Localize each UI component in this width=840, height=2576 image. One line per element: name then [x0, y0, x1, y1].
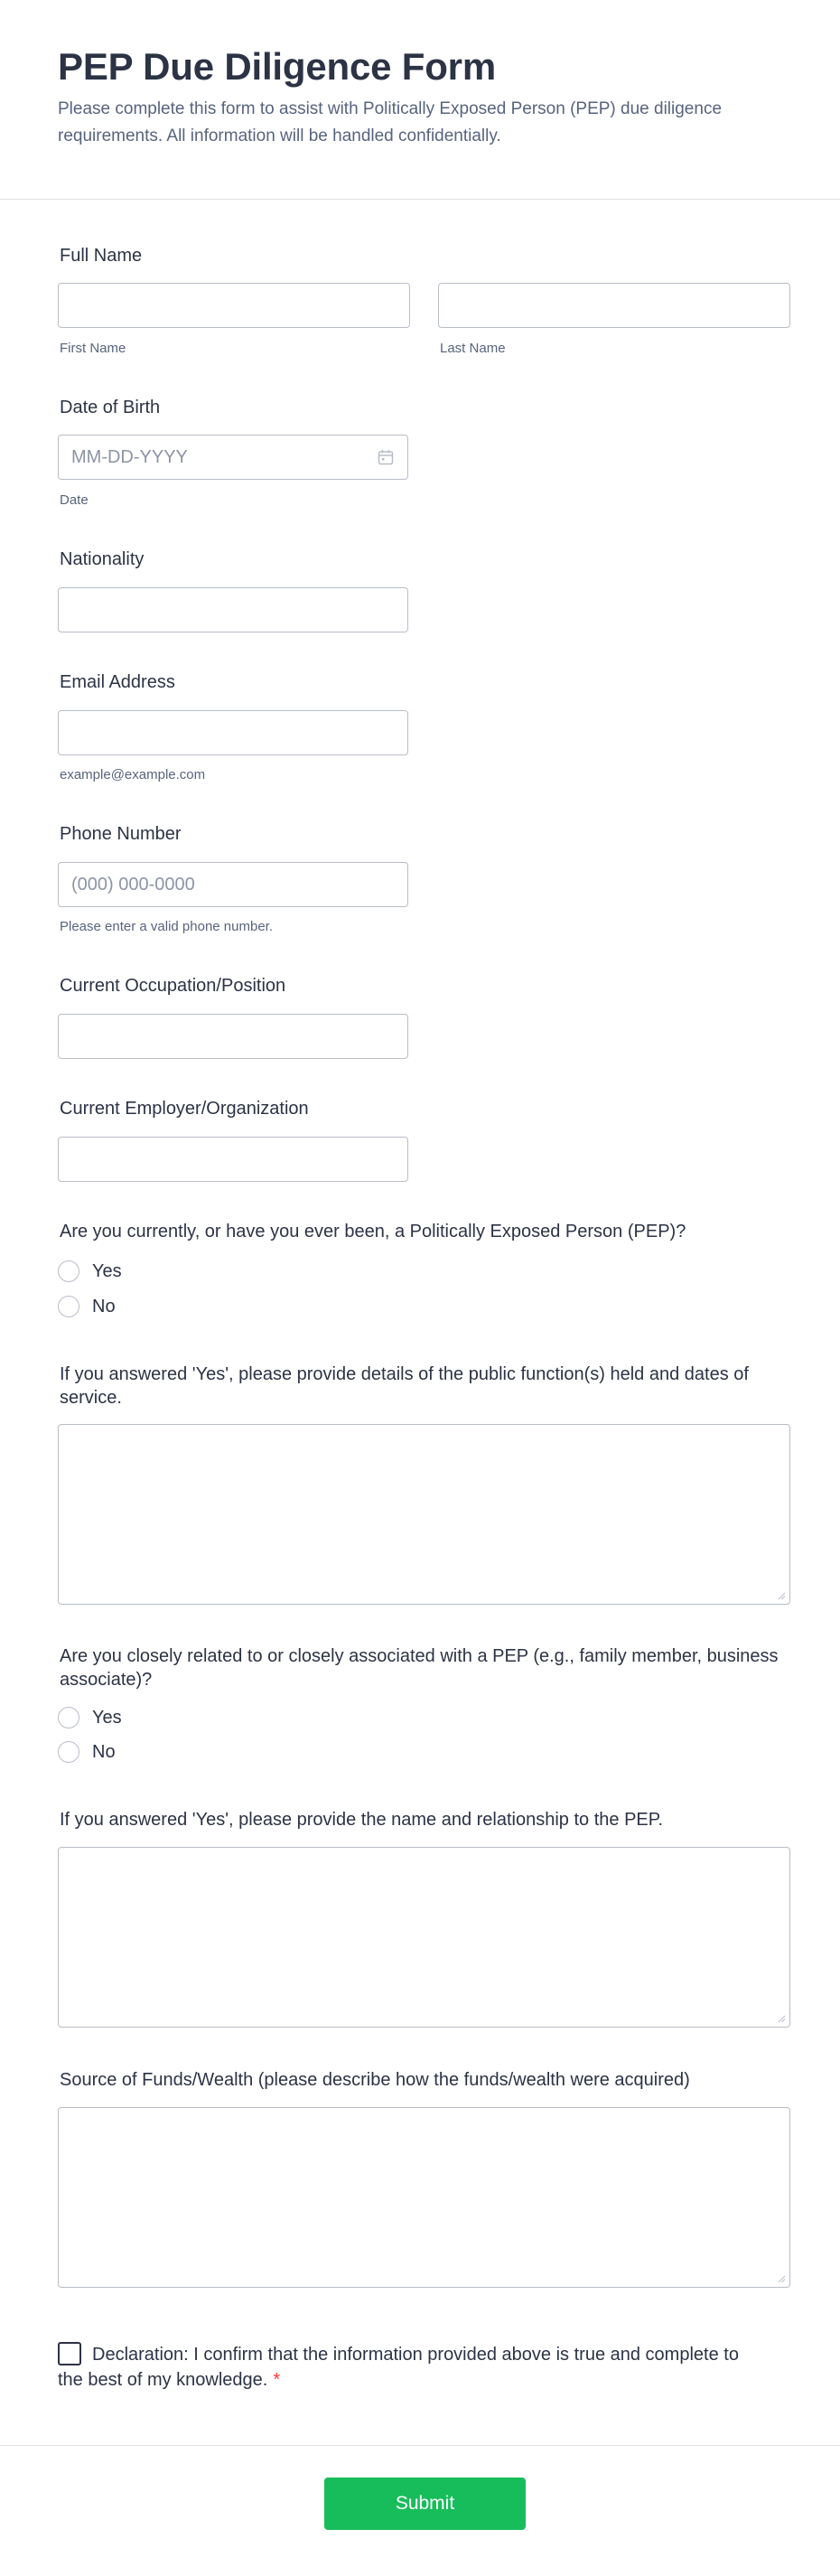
pep-details-textarea[interactable] — [58, 1424, 790, 1605]
radio-circle[interactable] — [58, 1296, 79, 1317]
phone-input[interactable] — [58, 862, 408, 907]
page-title: PEP Due Diligence Form — [58, 45, 496, 88]
declaration — [58, 2342, 744, 2393]
last-name-sublabel: Last Name — [440, 341, 506, 356]
associate-radio-no-label: No — [92, 1741, 116, 1762]
source-funds-label: Source of Funds/Wealth (please describe how the funds/wealth were acquired) — [60, 2070, 690, 2090]
occupation-label: Current Occupation/Position — [60, 976, 286, 996]
submit-button[interactable]: Submit — [324, 2478, 526, 2530]
phone-label: Phone Number — [60, 824, 182, 844]
last-name-input[interactable] — [438, 283, 790, 328]
radio-circle[interactable] — [58, 1260, 79, 1282]
declaration-text: Declaration: I confirm that the information provided above is true and complete to the best of my knowledge. — [58, 2345, 739, 2390]
resize-grip-icon[interactable] — [777, 2274, 786, 2283]
resize-grip-icon[interactable] — [777, 2014, 786, 2023]
source-funds-textarea[interactable] — [58, 2107, 790, 2288]
associate-details-label: If you answered 'Yes', please provide the name and relationship to the PEP. — [60, 1810, 664, 1830]
associate-radio-yes[interactable] — [58, 1706, 122, 1729]
dob-input[interactable] — [58, 435, 408, 480]
full-name-label: Full Name — [60, 246, 143, 266]
associate-question-label: Are you closely related to or closely associated with a PEP (e.g., family member, business associate)? — [60, 1646, 779, 1690]
associate-radio-yes-label: Yes — [92, 1707, 122, 1728]
dob-label: Date of Birth — [60, 398, 161, 417]
dob-sublabel: Date — [60, 492, 89, 508]
nationality-label: Nationality — [60, 549, 145, 569]
email-sublabel: example@example.com — [60, 767, 206, 782]
associate-details-textarea[interactable] — [58, 1847, 790, 2028]
pep-radio-yes[interactable] — [58, 1260, 122, 1283]
page-subtitle: Please complete this form to assist with Politically Exposed Person (PEP) due diligence requirements. All information will be handled confidentially. — [58, 99, 723, 145]
declaration-checkbox[interactable] — [58, 2342, 81, 2365]
pep-radio-yes-label: Yes — [92, 1260, 122, 1281]
phone-sublabel: Please enter a valid phone number. — [60, 919, 273, 934]
employer-label: Current Employer/Organization — [60, 1099, 309, 1119]
employer-input[interactable] — [58, 1137, 408, 1182]
pep-radio-no[interactable] — [58, 1295, 116, 1318]
occupation-input[interactable] — [58, 1014, 408, 1059]
pep-details-label: If you answered 'Yes', please provide details of the public function(s) held and dates of service. — [60, 1364, 749, 1408]
first-name-sublabel: First Name — [60, 341, 126, 356]
resize-grip-icon[interactable] — [777, 1591, 786, 1600]
radio-circle[interactable] — [58, 1741, 79, 1763]
email-label: Email Address — [60, 672, 175, 692]
form-header — [0, 0, 840, 200]
radio-circle[interactable] — [58, 1707, 79, 1728]
associate-radio-no[interactable] — [58, 1740, 116, 1764]
first-name-input[interactable] — [58, 283, 410, 328]
pep-question-label: Are you currently, or have you ever been, a Politically Exposed Person (PEP)? — [60, 1222, 686, 1241]
pep-radio-no-label: No — [92, 1296, 116, 1316]
nationality-input[interactable] — [58, 587, 408, 632]
calendar-icon[interactable] — [378, 449, 394, 465]
required-marker: * — [273, 2370, 281, 2390]
email-input[interactable] — [58, 710, 408, 755]
